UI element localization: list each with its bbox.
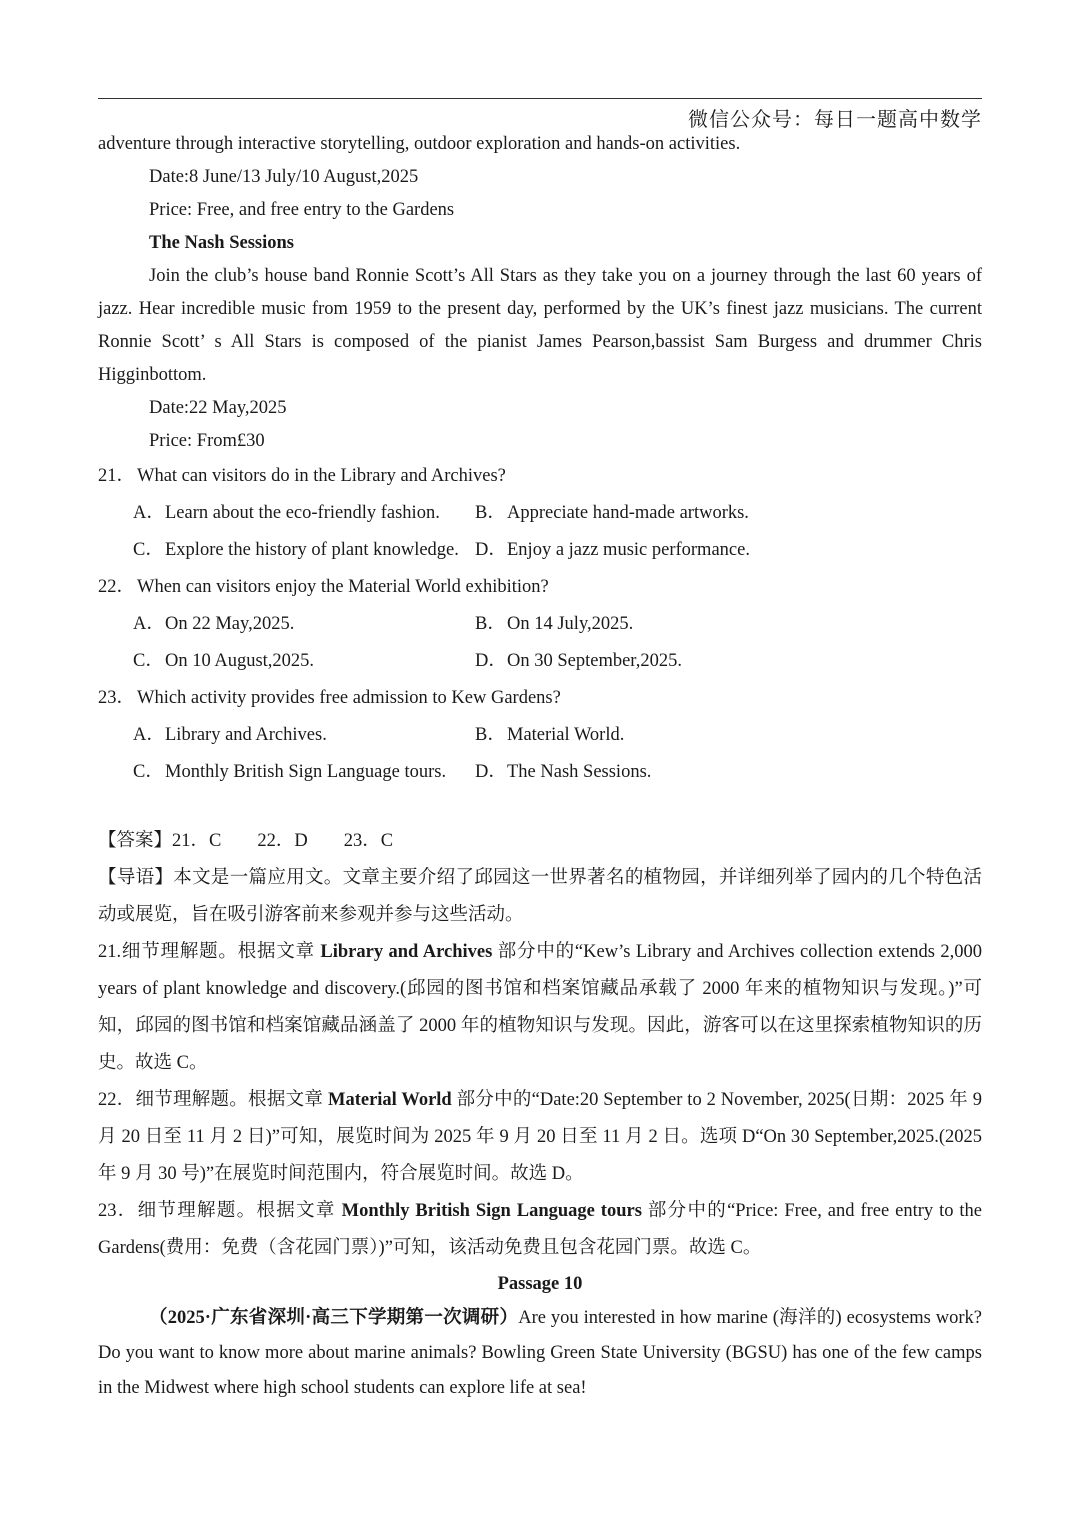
question-22 [98,569,982,680]
intro-continuation: adventure through interactive storytelling, outdoor exploration and hands-on activities. [98,134,741,154]
explanation-21: 21.细节理解题。根据文章 Library and Archives 部分中的“Kew’s Library and Archives collection extends 2,000 years of plant knowledge and discovery.(邱园的图书馆和档案馆藏品承载了 2000 年来的植物知识与发现。)”可知，邱园的图书馆和档案馆藏品涵盖了 2000 年的植物知识与发现。因此，游客可以在这里探索植物知识的历史。故选 C。 [98,942,982,1073]
option-c: C．Explore the history of plant knowledge. [133,540,459,560]
passage-intro: （2025·广东省深圳·高三下学期第一次调研）Are you interested in how marine (海洋的) ecosystems work? Do you want to know more about marine animals? Bowling Green State University (BGSU) has one of the few camps in the Midwest where high school students can explore life at sea! [98,1308,983,1398]
explanation-22: 22．细节理解题。根据文章 Material World 部分中的“Date:20 September to 2 November, 2025(日期：2025 年 9 月 20 日至 11 月 2 日)”可知，展览时间为 2025 年 9 月 20 日至 11 月 2 日。选项 D“On 30 September,2025.(2025 年 9 月 30 号)”在展览时间范围内，符合展览时间。故选 D。 [98,1090,983,1184]
header-source: 微信公众号：每日一题高中数学 [688,107,982,131]
question-23 [98,680,982,791]
option-d: D．Enjoy a jazz music performance. [475,540,750,560]
header-rule [98,98,982,99]
option-a: A．On 22 May,2025. [133,614,295,634]
option-d: D．The Nash Sessions. [475,762,652,782]
passage-title: Passage 10 [497,1274,583,1294]
option-a: A．Library and Archives. [133,725,327,745]
nash-date: Date:22 May,2025 [149,398,287,418]
explanation-23: 23．细节理解题。根据文章 Monthly British Sign Language tours 部分中的“Price: Free, and free entry to the Gardens(费用：免费（含花园门票）)”可知，该活动免费且包含花园门票。故选 C。 [98,1201,982,1258]
guide-text: 【导语】本文是一篇应用文。文章主要介绍了邱园这一世界著名的植物园，并详细列举了园内的几个特色活动或展览，旨在吸引游客前来参观并参与这些活动。 [98,868,982,925]
document-body [98,128,982,1406]
nash-price: Price: From£30 [149,431,265,451]
event-date: Date:8 June/13 July/10 August,2025 [149,167,419,187]
question-text: When can visitors enjoy the Material World exhibition? [137,577,549,597]
event-price: Price: Free, and free entry to the Gardens [149,200,455,220]
nash-title: The Nash Sessions [149,233,294,253]
answer-key: 【答案】21．C 22．D 23．C [98,831,394,851]
option-b: B．Appreciate hand-made artworks. [475,503,749,523]
question-text: Which activity provides free admission to Kew Gardens? [137,688,561,708]
question-21 [98,458,982,569]
question-text: What can visitors do in the Library and Archives? [137,466,506,486]
option-b: B．Material World. [475,725,625,745]
option-d: D．On 30 September,2025. [475,651,682,671]
question-number: 23． [98,688,136,708]
option-c: C．Monthly British Sign Language tours. [133,762,447,782]
nash-body: Join the club’s house band Ronnie Scott’s All Stars as they take you on a journey through the last 60 years of jazz. Hear incredible music from 1959 to the present day, performed by the UK’s finest jazz musicians. The current Ronnie Scott’ s All Stars is composed of the pianist James Pearson,bassist Sam Burgess and drummer Chris Higginbottom. [98,266,982,385]
question-number: 21． [98,466,136,486]
option-b: B．On 14 July,2025. [475,614,634,634]
option-c: C．On 10 August,2025. [133,651,315,671]
question-number: 22． [98,577,136,597]
option-a: A．Learn about the eco-friendly fashion. [133,503,440,523]
